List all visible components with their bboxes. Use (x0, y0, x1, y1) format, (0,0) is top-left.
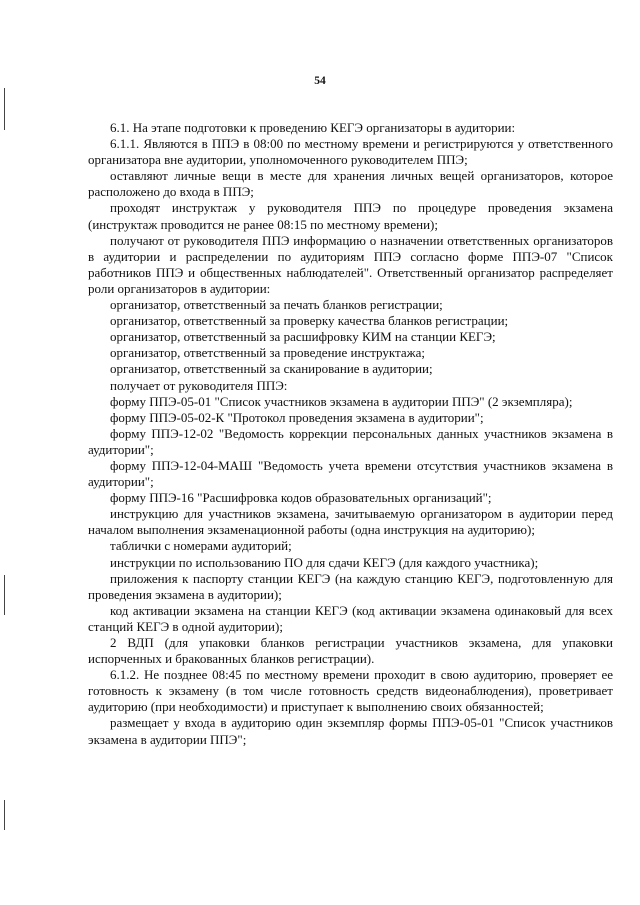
list-item: форму ППЭ-05-02-К "Протокол проведения экзамена в аудитории"; (110, 409, 484, 425)
list-item: организатор, ответственный за сканирование в аудитории; (110, 361, 433, 377)
paragraph: проходят инструктаж у руководителя ППЭ по процедуре проведения экзамена (инструктаж проводится не ранее 08:15 по местному времени); (88, 200, 613, 232)
document-body (88, 118, 613, 748)
list-item: организатор, ответственный за проведение инструктажа; (110, 345, 425, 361)
paragraph: получает от руководителя ППЭ: (110, 377, 288, 393)
list-item: организатор, ответственный за расшифровку КИМ на станции КЕГЭ; (110, 329, 496, 345)
paragraph: 6.1.1. Являются в ППЭ в 08:00 по местному времени и регистрируются у ответственного организатора вне аудитории, уполномоченного руководителем ППЭ; (88, 136, 613, 168)
list-item: код активации экзамена на станции КЕГЭ (код активации экзамена одинаковый для всех станций КЕГЭ в одной аудитории); (88, 602, 613, 634)
list-item: инструкцию для участников экзамена, зачитываемую организатором в аудитории перед началом выполнения экзаменационной работы (одна инструкция на аудиторию); (88, 506, 613, 538)
margin-line (4, 575, 5, 615)
margin-line (4, 88, 5, 130)
margin-line (4, 800, 5, 830)
paragraph: 6.1. На этапе подготовки к проведению КЕГЭ организаторы в аудитории: (110, 120, 516, 135)
paragraph: получают от руководителя ППЭ информацию о назначении ответственных организаторов в аудитории и распределении по аудиториям ППЭ согласно форме ППЭ-07 "Список работников ППЭ и общественных наблюдателей". Ответственный организатор распределяет роли организаторов в аудитории: (88, 232, 613, 296)
list-item: форму ППЭ-12-04-МАШ "Ведомость учета времени отсутствия участников экзамена в аудитории"; (88, 457, 613, 490)
list-item: инструкции по использованию ПО для сдачи КЕГЭ (для каждого участника); (110, 554, 539, 570)
paragraph: 6.1.2. Не позднее 08:45 по местному времени проходит в свою аудиторию, проверяет ее готовность к экзамену (в том числе готовность средств видеонаблюдения), проветривает аудиторию (при необходимости) и приступает к выполнению своих обязанностей; (88, 667, 613, 715)
paragraph: размещает у входа в аудиторию один экземпляр формы ППЭ-05-01 "Список участников экзамена в аудитории ППЭ"; (88, 715, 613, 747)
list-item: 2 ВДП (для упаковки бланков регистрации участников экзамена, для упаковки испорченных и бракованных бланков регистрации). (88, 635, 613, 667)
list-item: организатор, ответственный за печать бланков регистрации; (110, 297, 443, 313)
paragraph: оставляют личные вещи в месте для хранения личных вещей организаторов, которое расположено до входа в ППЭ; (88, 168, 613, 200)
list-item: форму ППЭ-05-01 "Список участников экзамена в аудитории ППЭ" (2 экземпляра); (110, 393, 573, 409)
list-item: приложения к паспорту станции КЕГЭ (на каждую станцию КЕГЭ, подготовленную для проведения экзамена в аудитории); (88, 570, 613, 602)
page-number: 54 (314, 75, 326, 87)
list-item: форму ППЭ-16 "Расшифровка кодов образовательных организаций"; (110, 490, 492, 506)
list-item: форму ППЭ-12-02 "Ведомость коррекции персональных данных участников экзамена в аудитории"; (88, 425, 613, 457)
list-item: таблички с номерами аудиторий; (110, 538, 292, 554)
list-item: организатор, ответственный за проверку качества бланков регистрации; (110, 313, 509, 329)
